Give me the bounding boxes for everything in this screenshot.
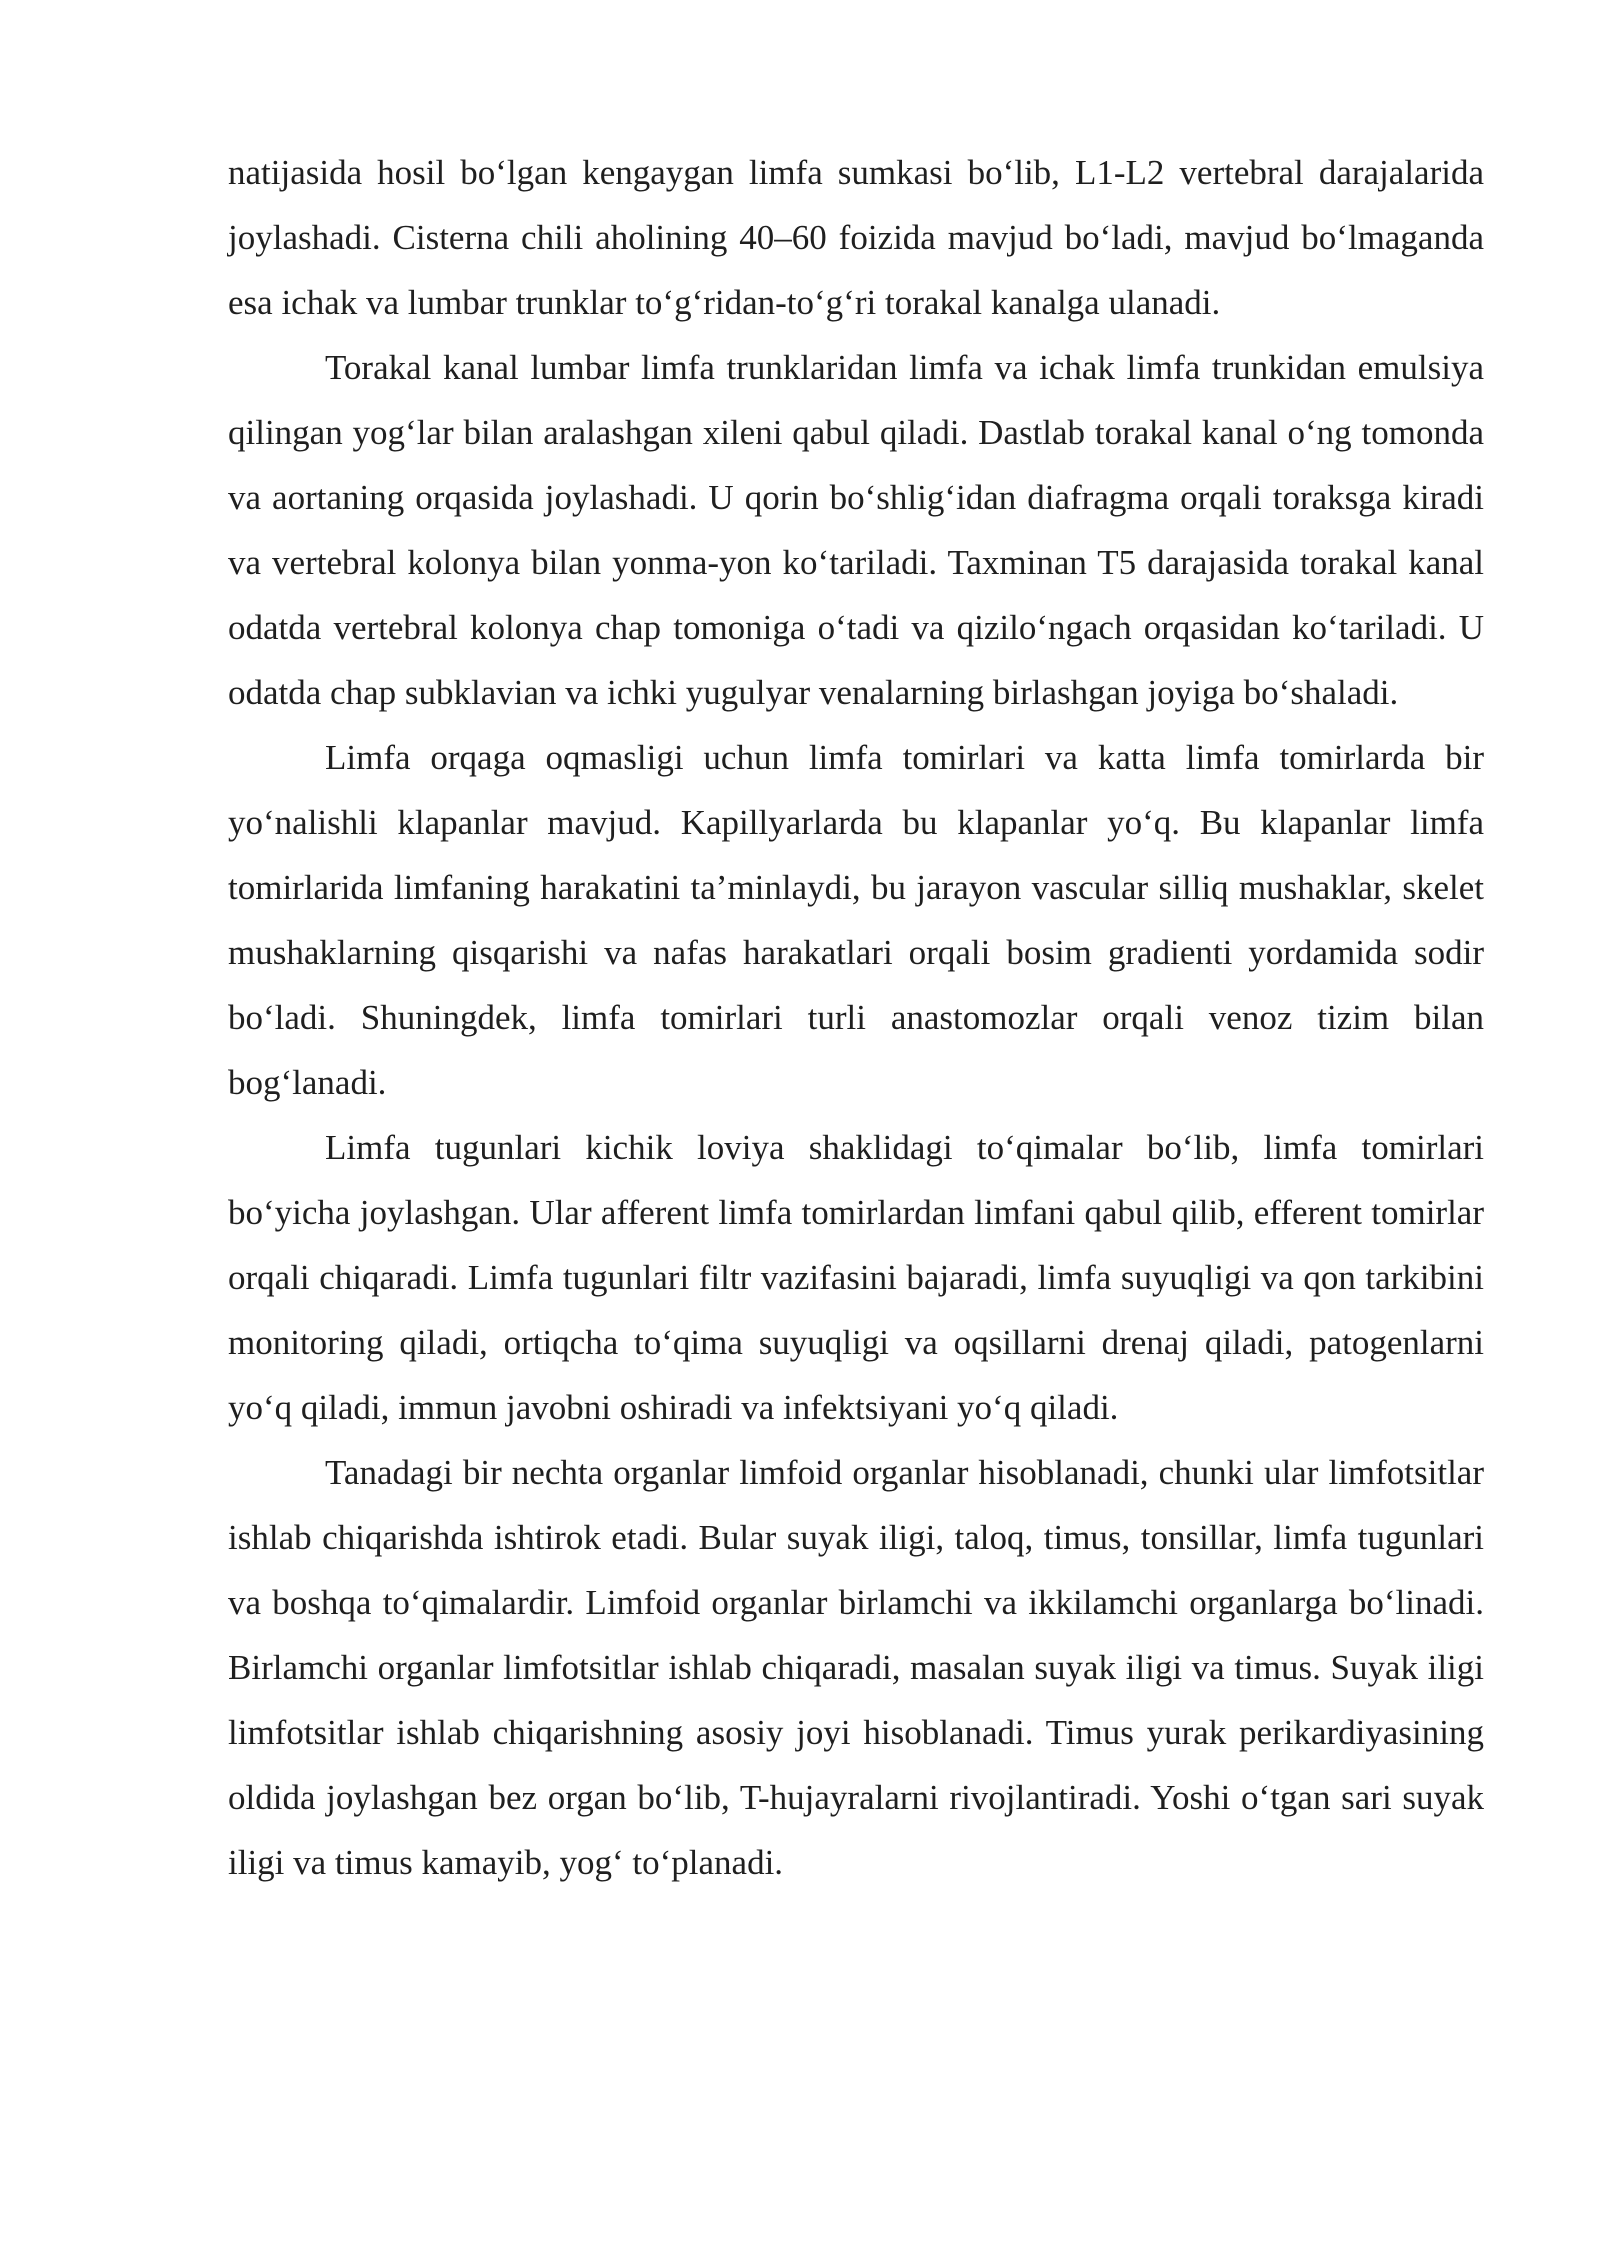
paragraph-1: natijasida hosil bo‘lgan kengaygan limfa sumkasi bo‘lib, L1-L2 vertebral darajalarida joylashadi. Cisterna chili aholining 40–60 foizida mavjud bo‘ladi, mavjud bo‘lmaganda esa ichak va lumbar trunklar to‘g‘ridan-to‘g‘ri torakal kanalga ulanadi. [228, 153, 1484, 322]
document-page [228, 140, 1484, 1895]
paragraph-4: Limfa tugunlari kichik loviya shaklidagi to‘qimalar bo‘lib, limfa tomirlari bo‘yicha joylashgan. Ular afferent limfa tomirlardan limfani qabul qilib, efferent tomirlar orqali chiqaradi. Limfa tugunlari filtr vazifasini bajaradi, limfa suyuqligi va qon tarkibini monitoring qiladi, ortiqcha to‘qima suyuqligi va oqsillarni drenaj qiladi, patogenlarni yo‘q qiladi, immun javobni oshiradi va infektsiyani yo‘q qiladi. [228, 1128, 1484, 1427]
paragraph-3: Limfa orqaga oqmasligi uchun limfa tomirlari va katta limfa tomirlarda bir yo‘nalishli klapanlar mavjud. Kapillyarlarda bu klapanlar yo‘q. Bu klapanlar limfa tomirlarida limfaning harakatini ta’minlaydi, bu jarayon vascular silliq mushaklar, skelet mushaklarning qisqarishi va nafas harakatlari orqali bosim gradienti yordamida sodir bo‘ladi. Shuningdek, limfa tomirlari turli anastomozlar orqali venoz tizim bilan bog‘lanadi. [228, 738, 1484, 1102]
paragraph-5: Tanadagi bir nechta organlar limfoid organlar hisoblanadi, chunki ular limfotsitlar ishlab chiqarishda ishtirok etadi. Bular suyak iligi, taloq, timus, tonsillar, limfa tugunlari va boshqa to‘qimalardir. Limfoid organlar birlamchi va ikkilamchi organlarga bo‘linadi. Birlamchi organlar limfotsitlar ishlab chiqaradi, masalan suyak iligi va timus. Suyak iligi limfotsitlar ishlab chiqarishning asosiy joyi hisoblanadi. Timus yurak perikardiyasining oldida joylashgan bez organ bo‘lib, T-hujayralarni rivojlantiradi. Yoshi o‘tgan sari suyak iligi va timus kamayib, yog‘ to‘planadi. [228, 1453, 1484, 1882]
paragraph-2: Torakal kanal lumbar limfa trunklaridan limfa va ichak limfa trunkidan emulsiya qilingan yog‘lar bilan aralashgan xileni qabul qiladi. Dastlab torakal kanal o‘ng tomonda va aortaning orqasida joylashadi. U qorin bo‘shlig‘idan diafragma orqali toraksga kiradi va vertebral kolonya bilan yonma-yon ko‘tariladi. Taxminan T5 darajasida torakal kanal odatda vertebral kolonya chap tomoniga o‘tadi va qizilo‘ngach orqasidan ko‘tariladi. U odatda chap subklavian va ichki yugulyar venalarning birlashgan joyiga bo‘shaladi. [228, 348, 1484, 712]
